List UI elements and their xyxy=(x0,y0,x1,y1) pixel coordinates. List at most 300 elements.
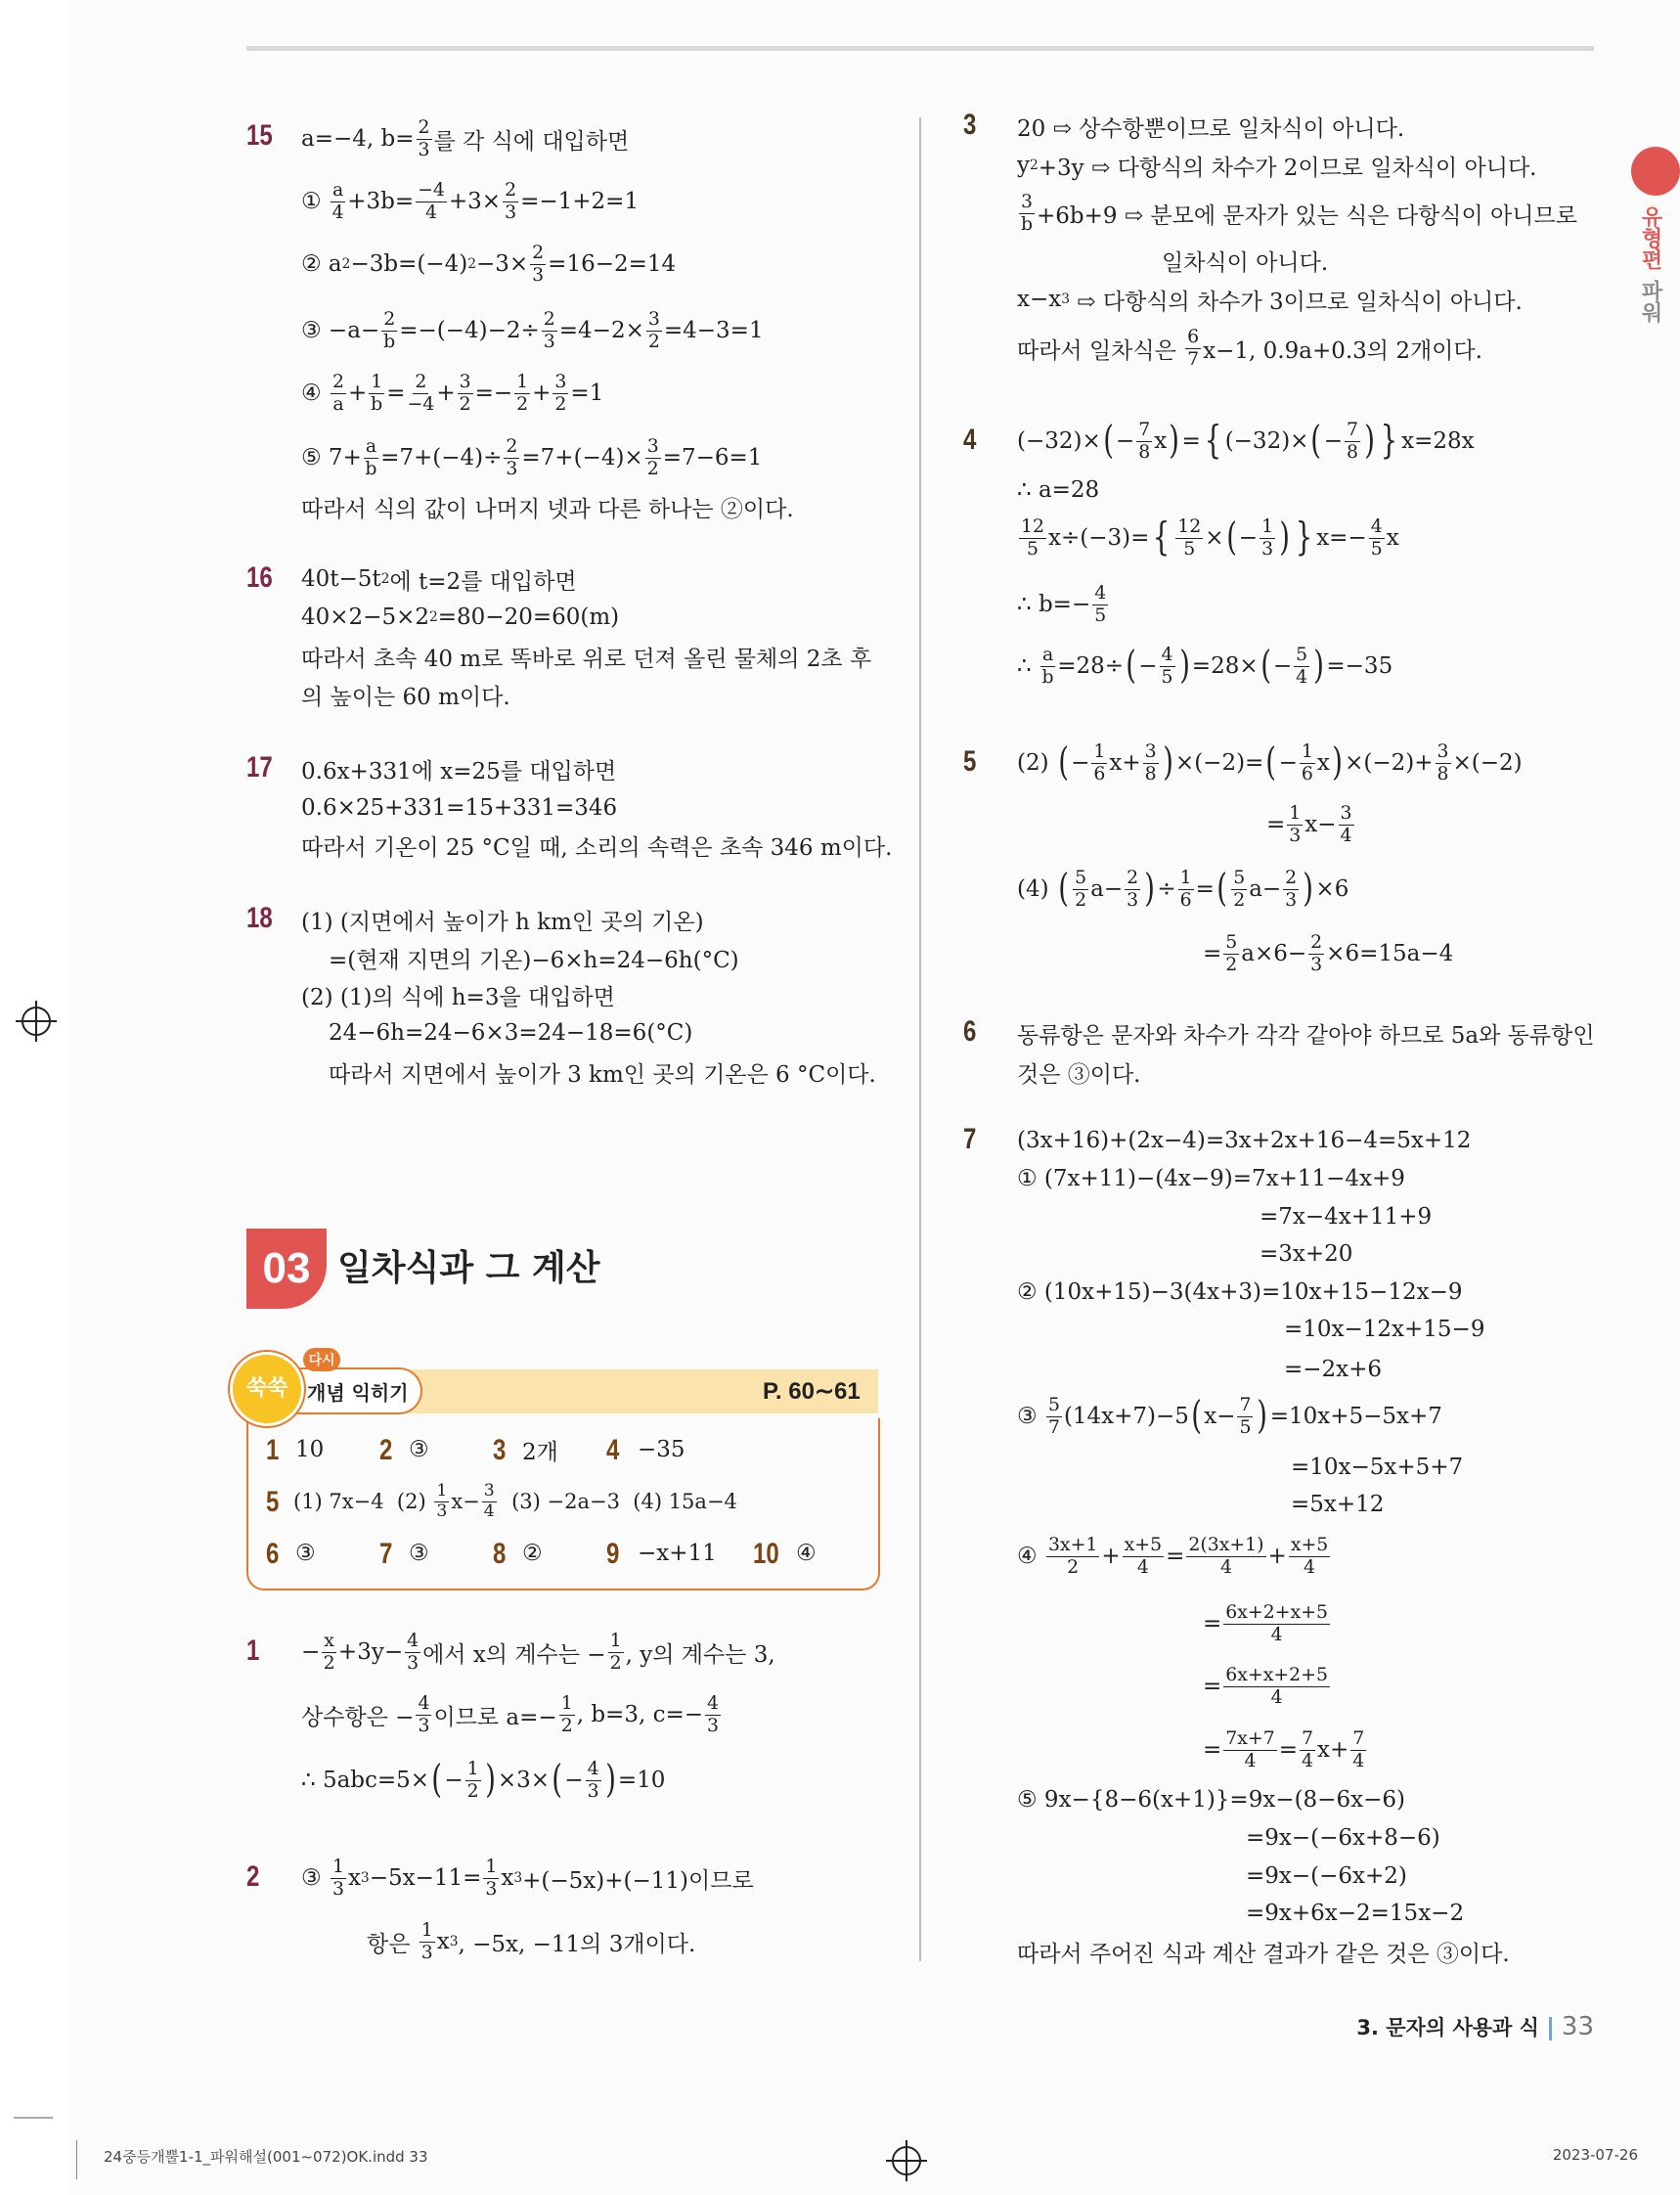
math-text: 동류항은 문자와 차수가 각각 같아야 하므로 5a와 동류항인 xyxy=(1017,1022,1595,1049)
math-text: (−32)× xyxy=(1224,428,1309,454)
numerator: 1 xyxy=(1289,801,1302,824)
answer-value xyxy=(409,1532,429,1575)
fraction xyxy=(645,436,661,479)
numerator: 7 xyxy=(1138,418,1151,440)
math-text: 40t−5t xyxy=(301,566,381,592)
fraction xyxy=(559,1693,575,1736)
denominator: 3 xyxy=(418,138,430,160)
solution-line xyxy=(1203,932,1453,975)
fraction xyxy=(1073,868,1088,911)
math-text: =− xyxy=(474,381,513,406)
denominator: 3 xyxy=(505,201,517,223)
fraction xyxy=(1091,741,1107,784)
numerator: 3 xyxy=(459,370,471,392)
denominator: 4 xyxy=(1302,1749,1313,1771)
math-text: ② (10x+15)−3(4x+3)=10x+15−12x−9 xyxy=(1017,1279,1463,1305)
math-text: +3b= xyxy=(347,189,415,214)
fraction xyxy=(331,372,346,415)
math-text: =7x−4x+11+9 xyxy=(1260,1204,1433,1230)
numerator: 3 xyxy=(647,307,660,330)
numerator: 1 xyxy=(1301,739,1313,762)
fraction xyxy=(1046,1535,1099,1578)
numerator: 5 xyxy=(1075,866,1087,888)
math-text: a− xyxy=(1249,876,1282,902)
numerator: 1 xyxy=(371,370,383,392)
math-text: ⑤ 7+ xyxy=(301,445,362,470)
fraction xyxy=(514,372,530,415)
math-text: + xyxy=(1267,1544,1287,1569)
math-text: 0.6x+331에 x=25를 대입하면 xyxy=(301,758,617,784)
numerator: x xyxy=(324,1629,334,1651)
denominator: 2 xyxy=(1225,953,1238,975)
solution-line xyxy=(301,596,619,639)
side-tab-label xyxy=(1635,205,1665,323)
math-text: =1 xyxy=(570,381,604,406)
math-text: = xyxy=(1266,812,1286,837)
trim-mark xyxy=(14,2117,53,2119)
denominator: 2 xyxy=(466,1779,479,1802)
math-text: ② xyxy=(522,1541,543,1566)
bracket: ) xyxy=(1364,419,1375,464)
numerator: 2 xyxy=(383,307,396,330)
math-text: = xyxy=(1181,428,1201,454)
solution-line xyxy=(1017,278,1523,321)
numerator: 7 xyxy=(1302,1726,1313,1749)
bracket: ( xyxy=(431,1758,443,1803)
fraction xyxy=(1160,645,1175,688)
solution-line xyxy=(1017,144,1536,187)
bracket: ) xyxy=(1162,740,1173,785)
fraction xyxy=(1350,1728,1366,1771)
bracket: ( xyxy=(1225,515,1237,560)
math-text: =5x+12 xyxy=(1291,1492,1385,1517)
math-text: =9x−(−6x+8−6) xyxy=(1246,1825,1440,1851)
denominator: 3 xyxy=(1310,953,1323,975)
fraction xyxy=(1223,1728,1276,1771)
solution-line xyxy=(301,558,577,601)
fraction xyxy=(542,309,557,352)
fraction xyxy=(322,1631,336,1674)
denominator: 8 xyxy=(1346,440,1358,463)
bracket: ( xyxy=(1126,644,1136,689)
solution-line xyxy=(1017,741,1523,784)
answer-number: 3 xyxy=(493,1434,507,1466)
math-text: x− xyxy=(1204,1404,1236,1429)
math-text: (2) xyxy=(1017,750,1056,776)
denominator: 2 xyxy=(647,330,660,352)
math-text: ③ xyxy=(409,1541,429,1566)
exponent: 2 xyxy=(1030,157,1039,173)
exponent: 3 xyxy=(1061,291,1070,307)
numerator: 1 xyxy=(485,1855,498,1877)
denominator: 4 xyxy=(1304,1555,1316,1578)
fraction xyxy=(1339,803,1354,846)
math-text: ⇨ 다항식의 차수가 3이므로 일차식이 아니다. xyxy=(1070,289,1523,315)
bracket: ( xyxy=(1216,867,1227,912)
math-text: ③ xyxy=(409,1437,429,1462)
numerator: 1 xyxy=(1179,866,1192,888)
numerator: 12 xyxy=(1021,515,1044,537)
denominator: 4 xyxy=(1244,1749,1257,1771)
math-text: − xyxy=(1323,428,1343,454)
numerator: 6x+2+x+5 xyxy=(1225,1600,1328,1623)
numerator: 3 xyxy=(1021,190,1033,212)
fraction xyxy=(1308,932,1324,975)
denominator: 5 xyxy=(1370,537,1383,560)
numerator: x+5 xyxy=(1124,1533,1163,1555)
numerator: 2 xyxy=(418,115,430,138)
denominator: 4 xyxy=(425,201,437,223)
solution-line xyxy=(301,117,629,160)
denominator: 4 xyxy=(1136,1555,1149,1578)
answer-number: 10 xyxy=(753,1538,779,1570)
math-text: =7+(−4)× xyxy=(521,445,643,470)
math-text: x xyxy=(1386,525,1399,551)
math-text: =9x−(−6x+2) xyxy=(1246,1863,1407,1889)
math-text: (14x+7)−5 xyxy=(1063,1404,1189,1429)
solution-line xyxy=(1017,516,1399,560)
fraction xyxy=(1300,741,1315,784)
math-text: x=− xyxy=(1316,525,1367,551)
fraction xyxy=(1186,1535,1265,1578)
solution-line xyxy=(1246,1816,1440,1859)
math-text: ×6 xyxy=(1315,876,1349,902)
solution-line xyxy=(1017,1011,1595,1054)
denominator: 5 xyxy=(1183,537,1196,560)
bracket: ( xyxy=(1103,419,1114,464)
math-text: = xyxy=(1203,1674,1222,1699)
bracket: { xyxy=(1153,515,1171,560)
fraction xyxy=(1019,192,1035,235)
answer-value xyxy=(409,1428,429,1471)
question-number: 15 xyxy=(246,119,273,152)
math-text: =3x+20 xyxy=(1260,1241,1353,1267)
denominator: 8 xyxy=(1437,762,1449,784)
solution-line xyxy=(1017,645,1393,688)
solution-line xyxy=(301,1631,775,1674)
math-text: − xyxy=(1272,653,1293,679)
fraction xyxy=(530,243,546,286)
math-text: =10x−5x+5+7 xyxy=(1291,1455,1464,1480)
answer-header-circle: 쑥쑥 xyxy=(233,1355,301,1423)
math-text: 에 t=2를 대입하면 xyxy=(389,568,577,595)
bracket: ( xyxy=(1058,740,1069,785)
math-text: x− xyxy=(451,1490,480,1513)
math-text: = xyxy=(1203,1611,1222,1636)
math-text: (3x+16)+(2x−4)=3x+2x+16−4=5x+12 xyxy=(1017,1128,1472,1153)
denominator: 2 xyxy=(516,392,529,415)
fraction xyxy=(1237,1395,1253,1438)
denominator: 8 xyxy=(1144,762,1157,784)
math-text: a=−4, b= xyxy=(301,126,415,152)
math-text: 따라서 식의 값이 나머지 넷과 다른 하나는 ②이다. xyxy=(301,496,794,522)
denominator: 3 xyxy=(1261,537,1274,560)
math-text: + xyxy=(532,381,552,406)
solution-line xyxy=(1291,1483,1384,1526)
numerator: 1 xyxy=(466,1757,479,1779)
denominator: b xyxy=(383,330,396,352)
denominator: 4 xyxy=(1296,665,1308,688)
math-text: − xyxy=(444,1768,464,1793)
numerator: 4 xyxy=(707,1691,719,1714)
math-text: +3× xyxy=(448,189,502,214)
fraction xyxy=(331,1857,346,1900)
math-text: ① (7x+11)−(4x−9)=7x+11−4x+9 xyxy=(1017,1166,1405,1191)
math-text: 따라서 일차식은 xyxy=(1017,337,1184,364)
solution-line xyxy=(301,1759,665,1802)
fraction xyxy=(1046,1395,1062,1438)
math-text: + xyxy=(347,381,368,406)
trim-mark xyxy=(76,2140,77,2179)
math-text: 를 각 식에 대입하면 xyxy=(433,128,630,155)
solution-line xyxy=(1017,1395,1442,1438)
fraction xyxy=(1019,516,1046,560)
math-text: 이므로 a=− xyxy=(433,1704,557,1730)
numerator: 12 xyxy=(1177,515,1202,537)
fraction xyxy=(416,180,447,223)
solution-line xyxy=(1017,420,1475,463)
fraction xyxy=(1294,645,1309,688)
numerator: 3 xyxy=(1144,739,1157,762)
solution-line xyxy=(301,635,871,678)
fraction xyxy=(405,1631,420,1674)
math-text: x xyxy=(1154,428,1168,454)
math-text: 것은 ③이다. xyxy=(1017,1061,1141,1088)
denominator: 6 xyxy=(1093,762,1106,784)
numerator: 6x+x+2+5 xyxy=(1225,1663,1328,1685)
denominator: 4 xyxy=(1340,824,1352,846)
math-text: ③ xyxy=(301,1865,329,1891)
fraction xyxy=(1260,516,1275,560)
denominator: 2 xyxy=(1233,888,1246,911)
footer-divider xyxy=(1549,2017,1552,2040)
math-text: 일차식이 아니다. xyxy=(1162,249,1329,276)
denominator: a xyxy=(332,392,344,415)
bracket: ) xyxy=(1169,419,1180,464)
math-text: =16−2=14 xyxy=(548,251,677,277)
denominator: 3 xyxy=(436,1501,448,1521)
answer-value xyxy=(295,1428,324,1471)
print-date: 2023-07-26 xyxy=(1552,2146,1638,2164)
question-number: 5 xyxy=(963,745,977,778)
numerator: 4 xyxy=(1161,643,1173,665)
numerator: 2 xyxy=(532,241,545,263)
fraction xyxy=(1223,1602,1330,1645)
math-text: 에서 x의 계수는 − xyxy=(422,1641,606,1668)
math-text: +(−5x)+(−11)이므로 xyxy=(522,1867,754,1894)
math-text: , y의 계수는 3, xyxy=(625,1641,775,1668)
denominator: 2 xyxy=(646,457,659,479)
denominator: 3 xyxy=(1285,888,1298,911)
solution-line xyxy=(301,243,676,286)
math-text: − xyxy=(1238,525,1259,551)
denominator: 4 xyxy=(1270,1685,1283,1708)
math-text: ⑤ 9x−{8−6(x+1)}=9x−(8−6x−6) xyxy=(1017,1787,1405,1813)
fraction xyxy=(1289,1535,1330,1578)
question-number: 16 xyxy=(246,561,273,594)
math-text: +6b+9 ⇨ 분모에 문자가 있는 식은 다항식이 아니므로 xyxy=(1037,202,1577,229)
fraction xyxy=(503,180,518,223)
denominator: 2 xyxy=(560,1714,573,1736)
fraction xyxy=(1283,868,1299,911)
math-text: =10x−12x+15−9 xyxy=(1284,1317,1485,1342)
bracket: ( xyxy=(1310,419,1322,464)
exponent: 2 xyxy=(380,571,390,587)
math-text: − xyxy=(1071,750,1090,776)
math-text: (4) xyxy=(1017,876,1056,902)
denominator: 3 xyxy=(332,1877,344,1900)
bracket: ( xyxy=(552,1758,563,1803)
math-text: (2) (1)의 식에 h=3을 대입하면 xyxy=(301,984,615,1010)
fraction xyxy=(553,372,568,415)
numerator: 1 xyxy=(560,1691,573,1714)
math-text: x xyxy=(436,1929,450,1954)
denominator: 4 xyxy=(332,201,344,223)
numerator: 4 xyxy=(587,1757,599,1779)
math-text: , b=3, c=− xyxy=(576,1702,703,1727)
math-text: 따라서 주어진 식과 계산 결과가 같은 것은 ③이다. xyxy=(1017,1941,1510,1967)
denominator: 2 xyxy=(1075,888,1087,911)
numerator: 2 xyxy=(505,178,517,201)
fraction xyxy=(434,1482,449,1522)
solution-line xyxy=(329,1051,876,1094)
exponent: 3 xyxy=(449,1934,459,1949)
fraction xyxy=(417,117,432,160)
fraction xyxy=(646,309,662,352)
denominator: 4 xyxy=(1352,1749,1365,1771)
fraction xyxy=(1143,741,1159,784)
column-divider xyxy=(919,117,921,1961)
math-text: x−1, 0.9a+0.3의 2개이다. xyxy=(1203,337,1482,364)
fraction xyxy=(1092,583,1108,626)
solution-line xyxy=(1017,1157,1405,1200)
question-number: 6 xyxy=(963,1015,977,1048)
fraction xyxy=(364,436,378,479)
solution-line xyxy=(301,1693,723,1736)
fraction xyxy=(608,1631,624,1674)
numerator: 4 xyxy=(418,1691,430,1714)
denominator: 4 xyxy=(1219,1555,1232,1578)
denominator: b xyxy=(371,392,383,415)
math-text: ×3× xyxy=(497,1768,551,1793)
math-text: =28÷ xyxy=(1057,653,1125,679)
fraction xyxy=(458,372,473,415)
solution-line xyxy=(301,436,762,479)
math-text: ④ xyxy=(796,1541,817,1566)
fraction xyxy=(1175,516,1203,560)
answer-value xyxy=(293,1480,737,1523)
math-text: x xyxy=(1316,750,1330,776)
math-text: =7+(−4)÷ xyxy=(380,445,503,470)
page-number: 33 xyxy=(1561,2012,1594,2041)
fraction xyxy=(369,372,384,415)
section-title: 일차식과 그 계산 xyxy=(337,1248,600,1288)
fraction xyxy=(416,1693,431,1736)
denominator: 3 xyxy=(587,1779,599,1802)
section-number-badge: 03 xyxy=(246,1229,327,1309)
math-text: ① xyxy=(301,189,329,214)
solution-line xyxy=(1246,1892,1464,1935)
denominator: 3 xyxy=(506,457,518,479)
math-text: ∴ 5abc=5× xyxy=(301,1768,430,1793)
denominator: 3 xyxy=(543,330,555,352)
math-text: ③ xyxy=(1017,1404,1044,1429)
bracket: ( xyxy=(1260,644,1271,689)
math-text: × xyxy=(1205,525,1224,551)
denominator: 3 xyxy=(1127,888,1139,911)
math-text: −5x−11= xyxy=(369,1865,482,1891)
numerator: 3 xyxy=(1340,801,1352,824)
denominator: 2 xyxy=(554,392,567,415)
exponent: 2 xyxy=(467,256,476,272)
bracket: ) xyxy=(1303,867,1314,912)
numerator: 1 xyxy=(516,370,529,392)
math-text: 24−6h=24−6×3=24−18=6(°C) xyxy=(329,1020,693,1046)
bracket: ) xyxy=(1313,644,1325,689)
fraction xyxy=(1125,868,1140,911)
numerator: 2 xyxy=(1285,866,1298,888)
math-text: ④ xyxy=(301,381,329,406)
math-text: =9x+6x−2=15x−2 xyxy=(1246,1901,1465,1926)
denominator: 3 xyxy=(532,263,545,286)
solution-line xyxy=(301,673,510,716)
math-text: −x+11 xyxy=(638,1541,717,1566)
page-reference: P. 60∼61 xyxy=(763,1378,861,1405)
math-text: (1) 7x−4 (2) xyxy=(293,1490,433,1513)
math-text: =−2x+6 xyxy=(1284,1357,1383,1382)
numerator: 3 xyxy=(554,370,567,392)
math-text: ×6=15a−4 xyxy=(1326,941,1454,966)
math-text: − xyxy=(1138,653,1158,679)
fraction xyxy=(331,180,345,223)
math-text: =28× xyxy=(1191,653,1259,679)
fraction xyxy=(1345,420,1360,463)
fraction xyxy=(482,1482,497,1522)
solution-line xyxy=(1017,469,1099,512)
fraction xyxy=(504,436,519,479)
fraction xyxy=(420,1920,435,1963)
math-text: ∴ b=− xyxy=(1017,592,1091,617)
numerator: 2(3x+1) xyxy=(1188,1533,1264,1555)
denominator: b xyxy=(1041,665,1054,688)
solution-line xyxy=(1203,1602,1332,1645)
registration-mark-icon xyxy=(892,2146,921,2175)
solution-line xyxy=(1017,1051,1141,1094)
bracket: ) xyxy=(1178,644,1190,689)
registration-mark-icon xyxy=(22,1007,51,1036)
side-tab-gray: 파워 xyxy=(1638,280,1662,323)
math-text: = xyxy=(1166,1544,1185,1569)
solution-line xyxy=(1162,239,1328,282)
answer-number: 4 xyxy=(606,1434,620,1466)
fraction xyxy=(408,372,435,415)
math-text: y xyxy=(1017,153,1030,178)
question-number: 3 xyxy=(963,109,977,141)
answer-value xyxy=(638,1532,717,1575)
math-text: =−(−4)−2÷ xyxy=(399,318,540,343)
question-number: 1 xyxy=(246,1635,260,1667)
answer-number: 1 xyxy=(266,1434,280,1466)
question-number: 17 xyxy=(246,751,273,784)
denominator: b xyxy=(1020,212,1034,235)
numerator: x+5 xyxy=(1290,1533,1329,1555)
answer-header-label: 개념 익히기 xyxy=(276,1367,422,1414)
denominator: 5 xyxy=(1161,665,1173,688)
chapter-title: 3. 문자의 사용과 식 xyxy=(1356,2016,1539,2039)
answer-number: 9 xyxy=(606,1538,620,1570)
bracket: } xyxy=(1296,515,1313,560)
bracket: } xyxy=(1380,419,1398,464)
